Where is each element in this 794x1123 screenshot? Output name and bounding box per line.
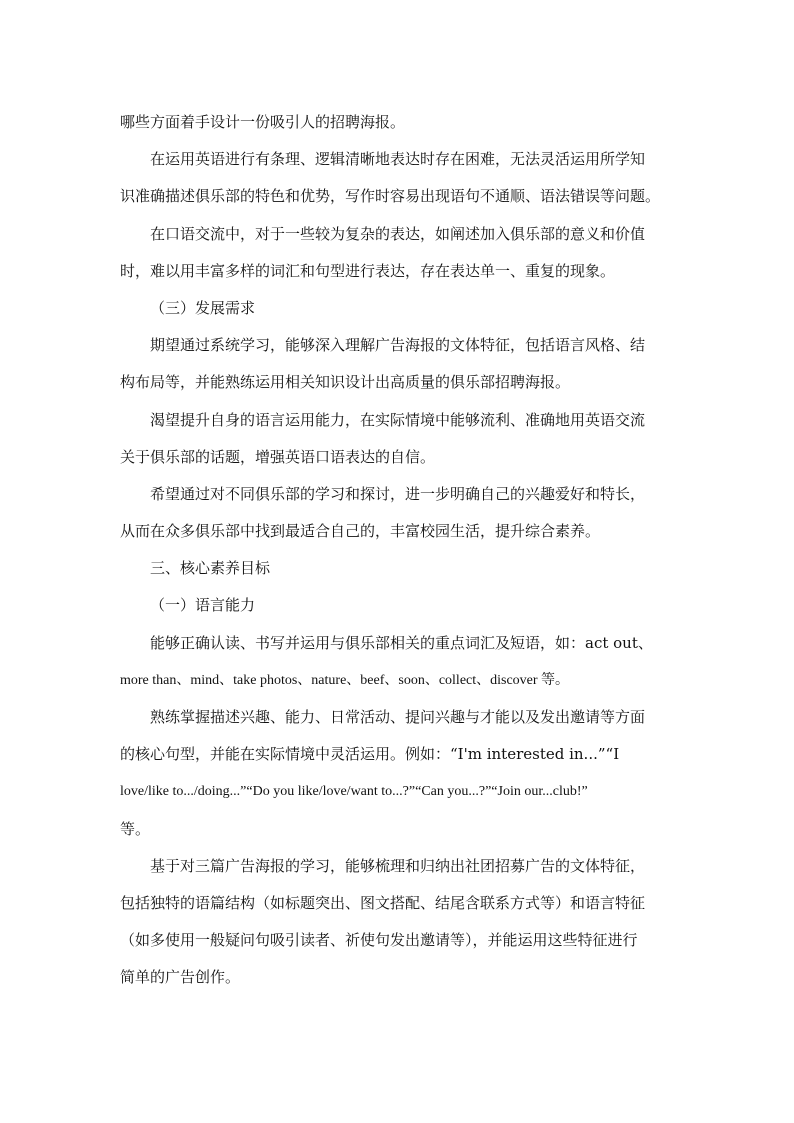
paragraph-line: 能够正确认读、书写并运用与俱乐部相关的重点词汇及短语，如：act out、 [150,633,653,652]
paragraph-line: 包括独特的语篇结构（如标题突出、图文搭配、结尾含联系方式等）和语言特征 [120,893,646,912]
paragraph-line: （如多使用一般疑问句吸引读者、祈使句发出邀请等），并能运用这些特征进行 [120,931,638,950]
paragraph-line: 希望通过对不同俱乐部的学习和探讨，进一步明确自己的兴趣爱好和特长， [150,484,646,503]
paragraph-line: 识准确描述俱乐部的特色和优势，写作时容易出现语句不通顺、语法错误等问题。 [120,187,661,206]
paragraph-line: 熟练掌握描述兴趣、能力、日常活动、提问兴趣与才能以及发出邀请等方面 [150,708,646,726]
paragraph-line: 简单的广告创作。 [120,968,241,987]
section-heading: （三）发展需求 [150,298,256,317]
paragraph-line: 在口语交流中，对于一些较为复杂的表达，如阐述加入俱乐部的意义和价值 [150,224,646,243]
paragraph-line: 在运用英语进行有条理、逻辑清晰地表达时存在困难，无法灵活运用所学知 [150,150,646,169]
paragraph-line: 等。 [120,819,151,838]
paragraph-line: more than、mind、take photos、nature、beef、soon、collect、discover 等。 [120,672,570,688]
paragraph-line: 的核心句型，并能在实际情境中灵活运用。例如：“I'm interested in...”“I [120,745,620,764]
document-page [120,104,682,997]
paragraph-line: 从而在众多俱乐部中找到最适合自己的，丰富校园生活，提升综合素养。 [120,522,601,541]
paragraph-line: 渴望提升自身的语言运用能力，在实际情境中能够流利、准确地用英语交流 [150,410,646,429]
section-heading: 三、核心素养目标 [150,559,271,578]
paragraph-line: 哪些方面着手设计一份吸引人的招聘海报。 [120,113,406,131]
subsection-heading: （一）语言能力 [150,596,256,615]
paragraph-line: 基于对三篇广告海报的学习，能够梳理和归纳出社团招募广告的文体特征， [150,856,646,875]
paragraph-line: 构布局等，并能熟练运用相关知识设计出高质量的俱乐部招聘海报。 [120,373,571,392]
paragraph-line: love/like to.../doing...”“Do you like/love/want to...?”“Can you...?”“Join our...club!” [120,784,588,800]
paragraph-line: 期望通过系统学习，能够深入理解广告海报的文体特征，包括语言风格、结 [150,336,646,355]
paragraph-line: 关于俱乐部的话题，增强英语口语表达的自信。 [120,447,436,466]
paragraph-line: 时，难以用丰富多样的词汇和句型进行表达，存在表达单一、重复的现象。 [120,261,616,280]
